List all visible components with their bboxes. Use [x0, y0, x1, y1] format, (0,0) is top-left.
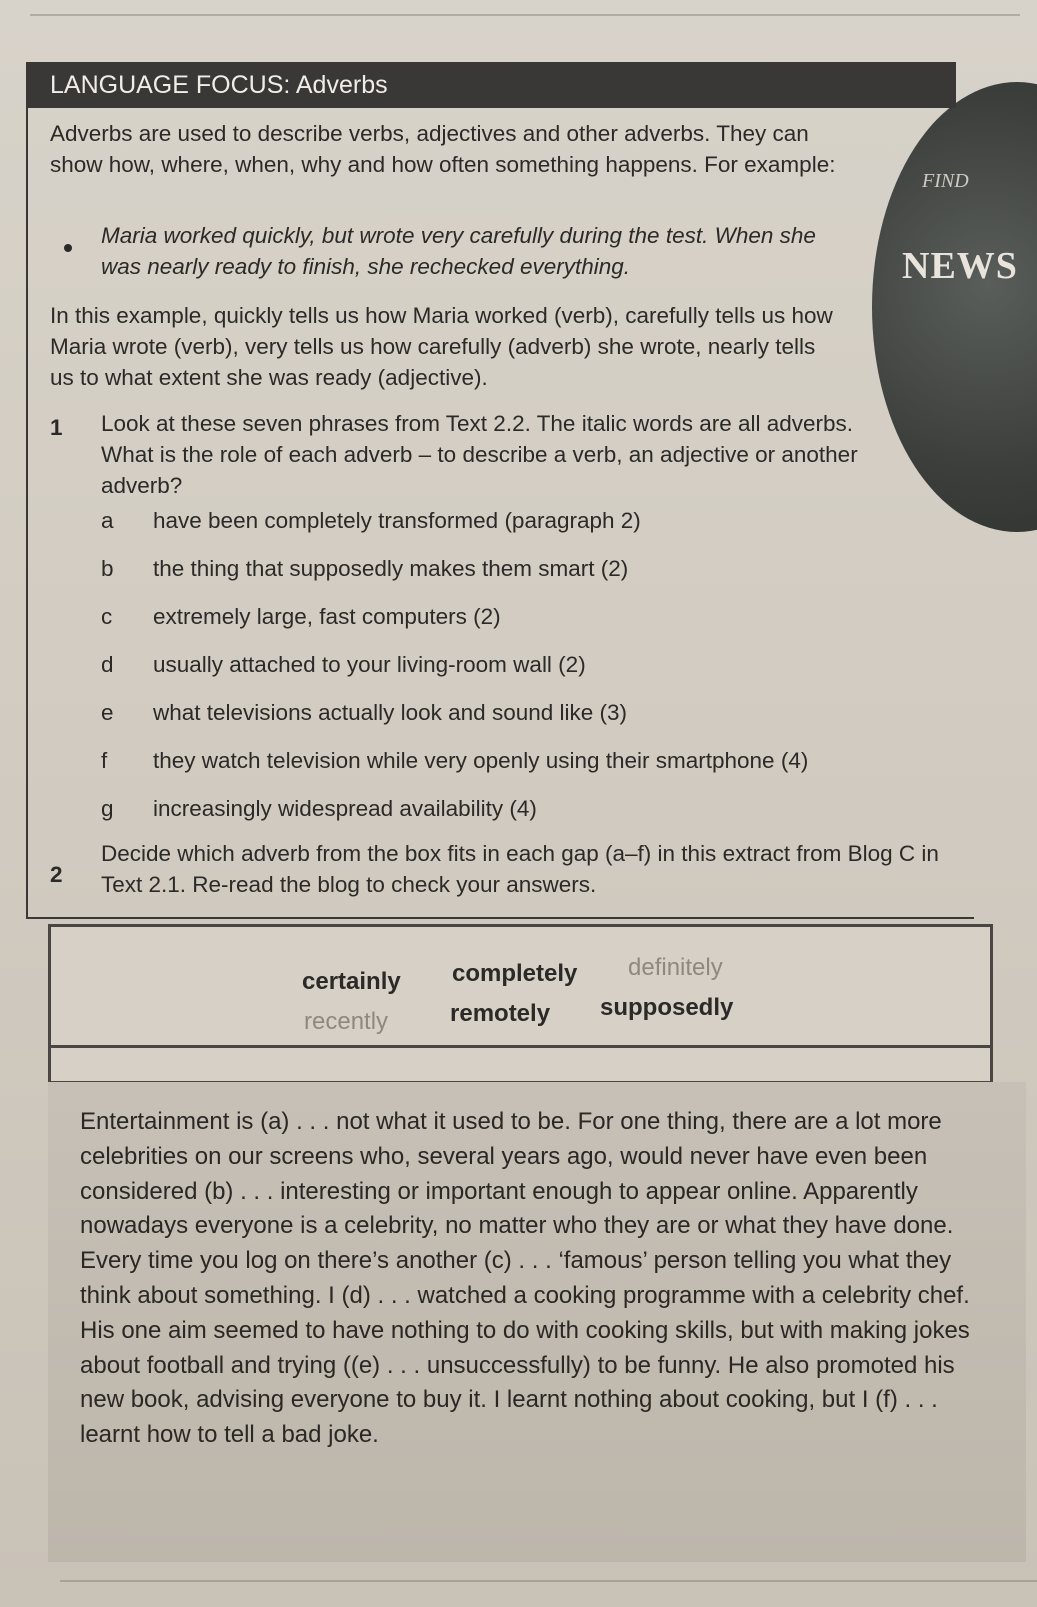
item-f-text: they watch television while very openly using their smartphone (4) [153, 748, 809, 773]
question-2-number: 2 [50, 862, 63, 887]
word-definitely: definitely [628, 954, 723, 981]
item-c-letter: c [101, 604, 113, 629]
item-b-letter: b [101, 556, 114, 581]
item-g-letter: g [101, 796, 114, 821]
item-d-letter: d [101, 652, 114, 677]
item-g-text: increasingly widespread availability (4) [153, 796, 537, 821]
question-2-text: Decide which adverb from the box fits in each gap (a–f) in this extract from Blog C in Text 2.1. Re-read the blog to check your answers. [101, 841, 939, 897]
question-1-text: Look at these seven phrases from Text 2.2. The italic words are all adverbs. What is the role of each adverb – to describe a verb, an adjective or another adverb? [101, 411, 858, 498]
item-e-text: what televisions actually look and sound like (3) [153, 700, 628, 725]
example-sentence: Maria worked quickly, but wrote very carefully during the test. When she was nearly ready to finish, she rechecked everything. [101, 223, 816, 279]
section-title: LANGUAGE FOCUS: Adverbs [26, 62, 956, 108]
item-f-letter: f [101, 748, 108, 773]
bottom-rule [60, 1580, 1037, 1582]
bullet-icon [64, 244, 72, 252]
question-1-number: 1 [50, 415, 63, 440]
word-certainly: certainly [302, 968, 401, 995]
word-recently: recently [304, 1008, 389, 1035]
item-d-text: usually attached to your living-room wall (2) [153, 652, 586, 677]
find-label: FIND [922, 170, 969, 192]
item-b-text: the thing that supposedly makes them smart (2) [153, 556, 629, 581]
news-label: NEWS [902, 245, 1018, 287]
item-e-letter: e [101, 700, 114, 725]
intro-paragraph: Adverbs are used to describe verbs, adjectives and other adverbs. They can show how, where, when, why and how often something happens. For example: [50, 121, 836, 177]
word-completely: completely [452, 960, 578, 987]
explanation-paragraph: In this example, quickly tells us how Maria worked (verb), carefully tells us how Maria wrote (verb), very tells us how carefully (adverb) she wrote, nearly tells us to what extent she was ready (adjective). [50, 303, 833, 390]
blog-extract-text: Entertainment is (a) . . . not what it used to be. For one thing, there are a lot more celebrities on our screens who, several years ago, would never have even been considered (b) . . . interesting or important enough to appear online. Apparently nowadays everyone is a celebrity, no matter who they are or what they have done. Every time you log on there’s another (c) . . . ‘famous’ person telling you what they think about something. I (d) . . . watched a cooking programme with a celebrity chef. His one aim seemed to have nothing to do with cooking skills, but with making jokes about football and trying ((e) . . . unsuccessfully) to be funny. He also promoted his new book, advising everyone to buy it. I learnt nothing about cooking, but I (f) . . . learnt how to tell a bad joke. [80, 1108, 970, 1449]
word-supposedly: supposedly [600, 994, 734, 1021]
item-a-text: have been completely transformed (paragraph 2) [153, 508, 641, 533]
item-a-letter: a [101, 508, 114, 533]
word-remotely: remotely [450, 1000, 551, 1027]
top-rule [30, 14, 1020, 16]
item-c-text: extremely large, fast computers (2) [153, 604, 501, 629]
